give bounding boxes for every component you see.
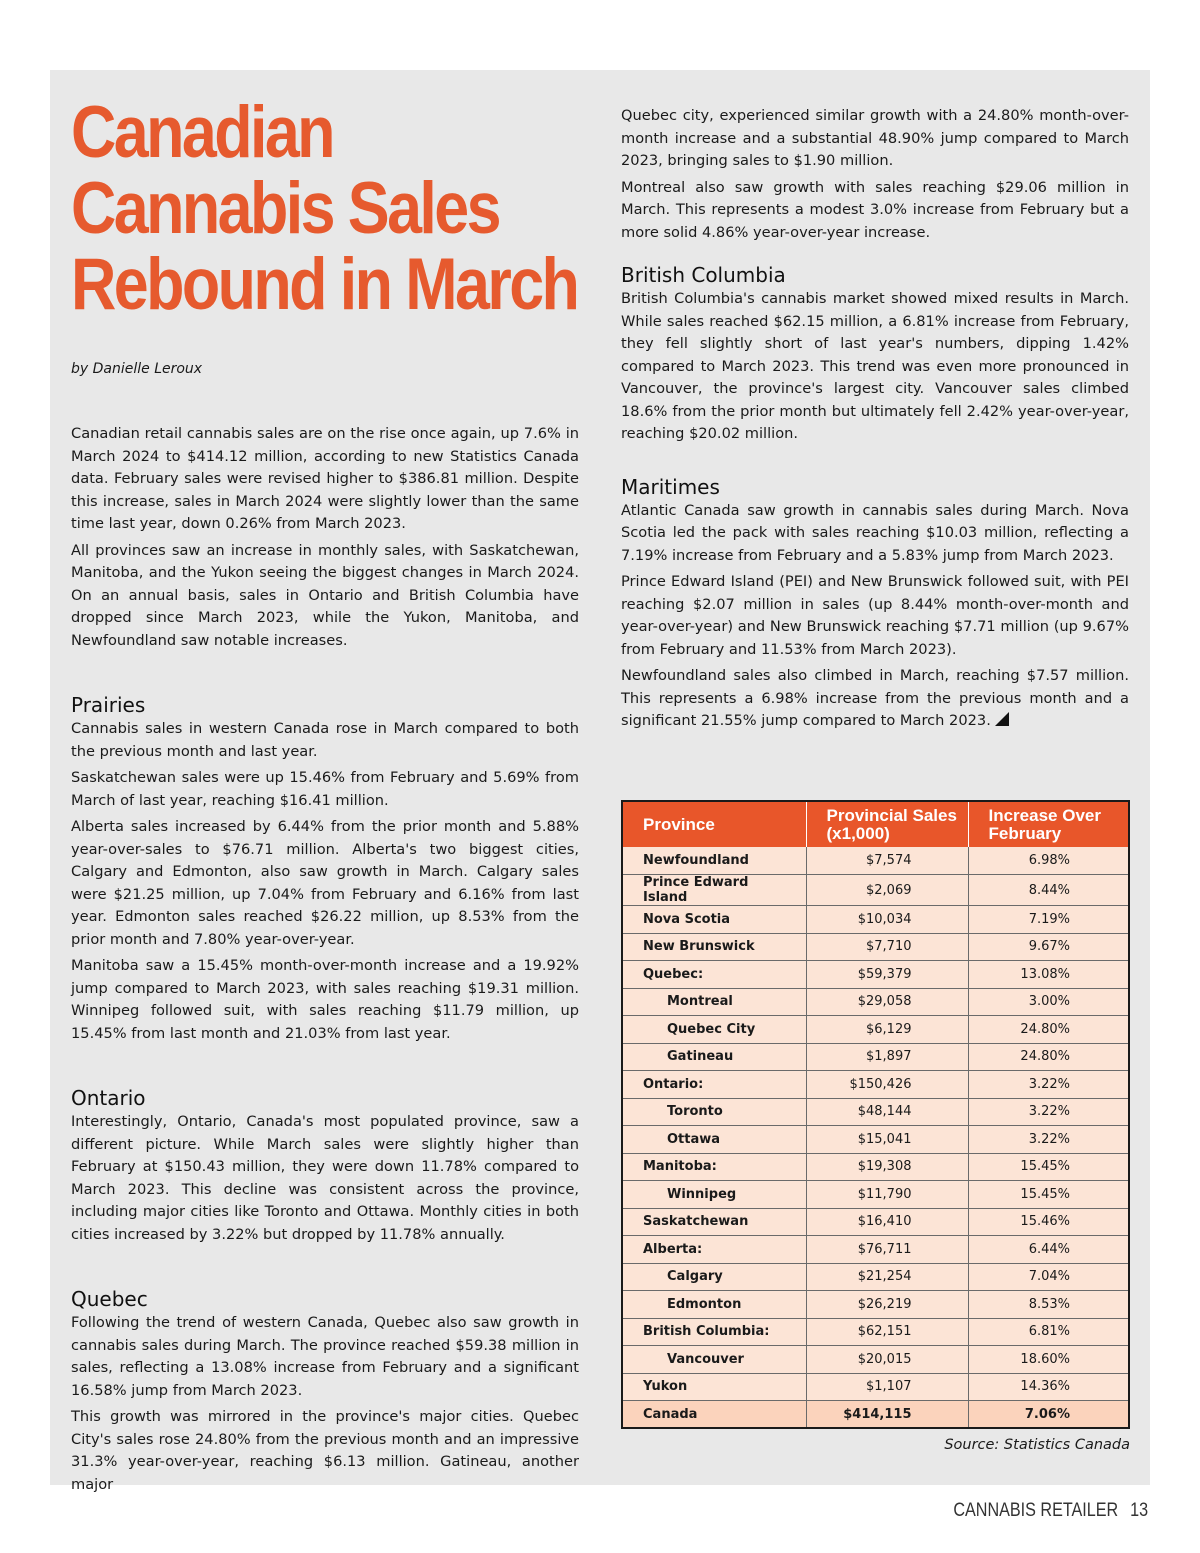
cell-province: Edmonton [622, 1291, 806, 1319]
table-header-row [622, 801, 1129, 847]
cell-sales: $150,426 [806, 1071, 968, 1099]
cell-province: New Brunswick [622, 933, 806, 961]
table-row [622, 1291, 1129, 1319]
cell-sales: $15,041 [806, 1126, 968, 1154]
cell-sales: $29,058 [806, 988, 968, 1016]
cell-province: Quebec: [622, 961, 806, 989]
table-row [622, 1043, 1129, 1071]
cell-increase: 15.45% [968, 1153, 1129, 1181]
page-footer [953, 1500, 1148, 1522]
prairies-paragraph: Manitoba saw a 15.45% month-over-month increase and a 19.92% jump compared to March 2023, with sales reaching $19.31 million. Winnipeg followed suit, with sales reaching $11.79 million, up 15.45% from last month and 21.03% from last year. [71, 957, 579, 1042]
section-heading-quebec: Quebec [71, 1287, 148, 1311]
table-row [622, 847, 1129, 875]
cell-increase: 8.53% [968, 1291, 1129, 1319]
publication-name: CANNABIS RETAILER [953, 1500, 1119, 1521]
sales-table-container [621, 800, 1130, 1455]
section-heading-maritimes: Maritimes [621, 474, 720, 499]
maritimes-last-text: Newfoundland sales also climbed in March, reaching $7.57 million. This represents a 6.98% increase from the previous month and a significant 21.55% jump compared to March 2023. [621, 667, 1129, 729]
cell-sales: $76,711 [806, 1236, 968, 1264]
header-increase: Increase Over February [968, 801, 1129, 847]
cell-increase: 6.81% [968, 1318, 1129, 1346]
headline-line-2: Cannabis Sales [71, 168, 499, 249]
section-heading-ontario: Ontario [71, 1086, 146, 1110]
cell-increase: 9.67% [968, 933, 1129, 961]
cell-increase: 3.22% [968, 1098, 1129, 1126]
cell-province: Gatineau [622, 1043, 806, 1071]
cell-sales: $26,219 [806, 1291, 968, 1319]
bc-paragraph: British Columbia's cannabis market showed mixed results in March. While sales reached $62.15 million, a 6.81% increase from February, they fell slightly short of last year's numbers, dipping 1.42% compared to March 2023. This trend was even more pronounced in Vancouver, the province's largest city. Vancouver sales climbed 18.6% from the prior month but ultimately fell 2.42% year-over-year, reaching $20.02 million. [621, 290, 1129, 442]
prairies-paragraph: Saskatchewan sales were up 15.46% from February and 5.69% from March of last year, reaching $16.41 million. [71, 769, 579, 809]
table-body [622, 847, 1129, 1428]
cell-increase: 3.22% [968, 1071, 1129, 1099]
table-row [622, 1016, 1129, 1044]
cell-increase: 3.00% [968, 988, 1129, 1016]
table-row [622, 1181, 1129, 1209]
total-sales: $414,115 [806, 1401, 968, 1429]
header-provincial-sales: Provincial Sales (x1,000) [806, 801, 968, 847]
cell-increase: 13.08% [968, 961, 1129, 989]
cell-province: Montreal [622, 988, 806, 1016]
left-column [71, 92, 579, 1500]
cell-province: Toronto [622, 1098, 806, 1126]
cell-province: Ottawa [622, 1126, 806, 1154]
cell-province: Ontario: [622, 1071, 806, 1099]
cell-province: Saskatchewan [622, 1208, 806, 1236]
cell-province: Winnipeg [622, 1181, 806, 1209]
cell-increase: 24.80% [968, 1016, 1129, 1044]
cell-province: Quebec City [622, 1016, 806, 1044]
quebec-paragraph: Following the trend of western Canada, Quebec also saw growth in cannabis sales during March. The province reached $59.38 million in sales, reflecting a 13.08% increase from February and a significant 16.58% jump from March 2023. [71, 1314, 579, 1399]
cell-increase: 3.22% [968, 1126, 1129, 1154]
table-row [622, 933, 1129, 961]
quebec-continued-paragraph: Quebec city, experienced similar growth with a 24.80% month-over-month increase and a substantial 48.90% jump compared to March 2023, bringing sales to $1.90 million. [621, 107, 1129, 169]
cell-province: Yukon [622, 1373, 806, 1401]
ontario-paragraph: Interestingly, Ontario, Canada's most populated province, saw a different picture. While March sales were slightly higher than February at $150.43 million, they were down 11.78% compared to March 2023. This decline was consistent across the province, including major cities like Toronto and Ottawa. Monthly cities in both cities increased by 3.22% but dropped by 11.78% annually. [71, 1113, 579, 1243]
table-row [622, 1126, 1129, 1154]
cell-increase: 8.44% [968, 875, 1129, 906]
quebec-paragraph: This growth was mirrored in the province's major cities. Quebec City's sales rose 24.80% from the previous month and an impressive 31.3% year-over-year, reaching $6.13 million. Gatineau, another major [71, 1408, 579, 1493]
section-heading-british-columbia: British Columbia [621, 263, 786, 287]
cell-province: Nova Scotia [622, 906, 806, 934]
cell-sales: $62,151 [806, 1318, 968, 1346]
maritimes-paragraph: Atlantic Canada saw growth in cannabis sales during March. Nova Scotia led the pack with sales reaching $10.03 million, reflecting a 7.19% increase from February and a 5.83% jump from March 2023. [621, 501, 1129, 564]
cell-sales: $7,574 [806, 847, 968, 875]
intro-paragraph: All provinces saw an increase in monthly sales, with Saskatchewan, Manitoba, and the Yukon seeing the biggest changes in March 2024. On an annual basis, sales in Ontario and British Columbia have dropped since March 2023, while the Yukon, Manitoba, and Newfoundland saw notable increases. [71, 541, 579, 649]
table-row [622, 1236, 1129, 1264]
sales-table [621, 800, 1130, 1429]
maritimes-paragraph [621, 665, 1129, 733]
table-row [622, 906, 1129, 934]
cell-increase: 15.45% [968, 1181, 1129, 1209]
table-row [622, 1373, 1129, 1401]
cell-sales: $20,015 [806, 1346, 968, 1374]
prairies-paragraph: Alberta sales increased by 6.44% from the prior month and 5.88% year-over-sales to $76.71 million. Alberta's two biggest cities, Calgary and Edmonton, also saw growth in March. Calgary sales were $21.25 million, up 7.04% from February and 6.16% from last year. Edmonton sales reached $26.22 million, up 8.53% from the prior month and 7.80% year-over-year. [71, 818, 579, 948]
cell-sales: $2,069 [806, 875, 968, 906]
cell-sales: $19,308 [806, 1153, 968, 1181]
headline-line-1: Canadian [71, 92, 333, 173]
cell-increase: 6.44% [968, 1236, 1129, 1264]
table-row [622, 988, 1129, 1016]
cell-sales: $21,254 [806, 1263, 968, 1291]
cell-increase: 7.04% [968, 1263, 1129, 1291]
cell-sales: $59,379 [806, 961, 968, 989]
table-row [622, 1153, 1129, 1181]
headline-line-3: Rebound in March [71, 244, 578, 325]
table-row [622, 961, 1129, 989]
intro-paragraph: Canadian retail cannabis sales are on the rise once again, up 7.6% in March 2024 to $414.12 million, according to new Statistics Canada data. February sales were revised higher to $386.81 million. Despite this increase, sales in March 2024 were slightly lower than the same time last year, down 0.26% from March 2023. [71, 425, 579, 532]
table-row [622, 1208, 1129, 1236]
cell-province: Alberta: [622, 1236, 806, 1264]
prairies-paragraph: Cannabis sales in western Canada rose in March compared to both the previous month and last year. [71, 720, 579, 760]
page-number: 13 [1130, 1500, 1148, 1521]
table-row [622, 1263, 1129, 1291]
cell-increase: 15.46% [968, 1208, 1129, 1236]
cell-sales: $16,410 [806, 1208, 968, 1236]
maritimes-paragraph: Prince Edward Island (PEI) and New Brunswick followed suit, with PEI reaching $2.07 million in sales (up 8.44% month-over-month and year-over-year) and New Brunswick reaching $7.71 million (up 9.67% from February and 11.53% from March 2023). [621, 573, 1129, 658]
headline [71, 92, 587, 325]
table-total-row [622, 1401, 1129, 1429]
cell-sales: $1,107 [806, 1373, 968, 1401]
header-province: Province [622, 801, 806, 847]
cell-sales: $1,897 [806, 1043, 968, 1071]
cell-sales: $10,034 [806, 906, 968, 934]
cell-province: Calgary [622, 1263, 806, 1291]
quebec-continued-paragraph: Montreal also saw growth with sales reaching $29.06 million in March. This represents a modest 3.0% increase from February but a more solid 4.86% year-over-year increase. [621, 178, 1129, 241]
cell-province: Vancouver [622, 1346, 806, 1374]
table-row [622, 1318, 1129, 1346]
cell-province: Newfoundland [622, 847, 806, 875]
intro [71, 423, 579, 652]
end-of-article-icon [995, 712, 1009, 726]
cell-province: British Columbia: [622, 1318, 806, 1346]
table-row [622, 1098, 1129, 1126]
cell-sales: $7,710 [806, 933, 968, 961]
cell-increase: 14.36% [968, 1373, 1129, 1401]
cell-increase: 24.80% [968, 1043, 1129, 1071]
cell-increase: 6.98% [968, 847, 1129, 875]
cell-increase: 18.60% [968, 1346, 1129, 1374]
cell-sales: $6,129 [806, 1016, 968, 1044]
byline: by Danielle Leroux [71, 361, 203, 377]
cell-province: Prince Edward Island [622, 875, 806, 906]
table-row [622, 875, 1129, 906]
section-heading-prairies: Prairies [71, 693, 146, 717]
table-source: Source: Statistics Canada [944, 1437, 1130, 1453]
cell-increase: 7.19% [968, 906, 1129, 934]
right-column [621, 105, 1129, 737]
total-province: Canada [622, 1401, 806, 1429]
total-increase: 7.06% [968, 1401, 1129, 1429]
table-row [622, 1071, 1129, 1099]
cell-sales: $11,790 [806, 1181, 968, 1209]
cell-province: Manitoba: [622, 1153, 806, 1181]
table-row [622, 1346, 1129, 1374]
cell-sales: $48,144 [806, 1098, 968, 1126]
